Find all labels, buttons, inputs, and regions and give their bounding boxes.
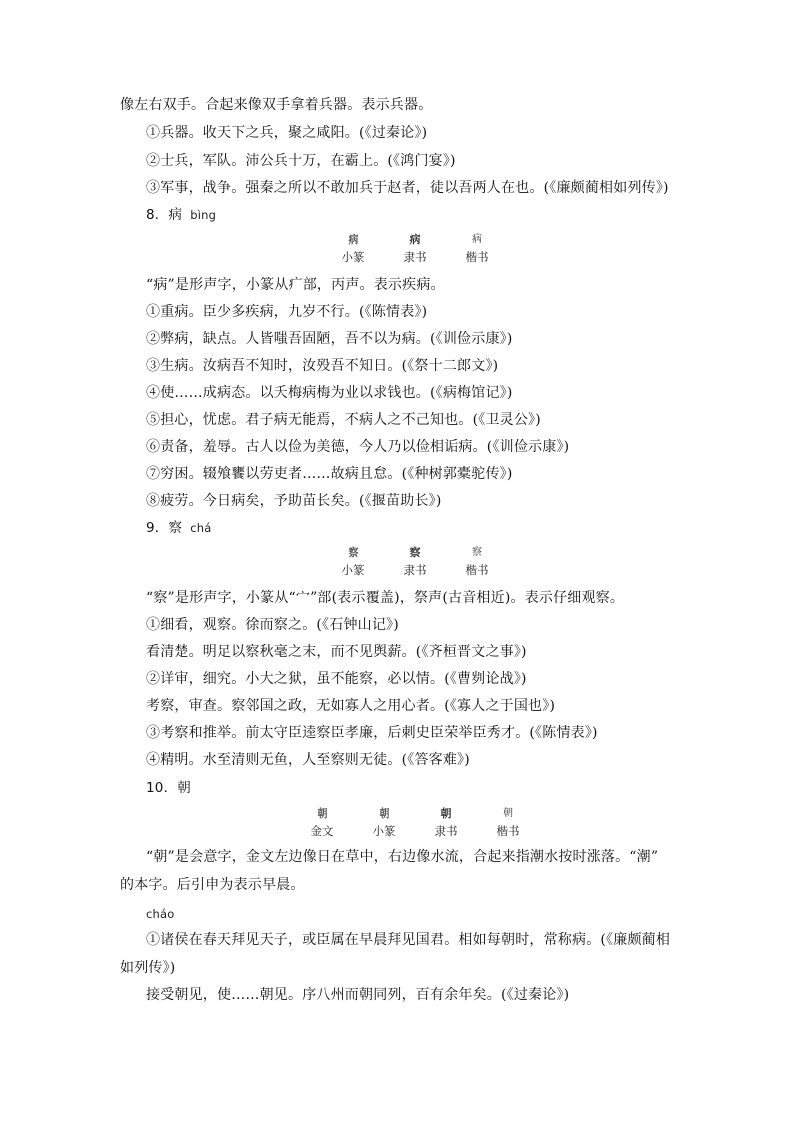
script-label: 隶书 xyxy=(403,563,427,577)
text-line: 考察，审查。察邻国之政，无如寡人之用心者。(《寡人之于国也》) xyxy=(146,698,556,714)
character-glyph: 病 xyxy=(348,233,358,246)
heading-label: 9．察 xyxy=(146,520,183,536)
script-label: 小篆 xyxy=(372,824,396,838)
section-heading xyxy=(146,206,216,224)
script-forms-figure xyxy=(322,232,508,264)
section-heading xyxy=(146,905,175,923)
character-glyph: 察 xyxy=(348,546,358,559)
text-line: ⑧疲劳。今日病矣，予助苗长矣。(《揠苗助长》) xyxy=(146,493,442,509)
character-glyph: 察 xyxy=(409,546,421,559)
text-line: ④使……成病态。以夭梅病梅为业以求钱也。(《病梅馆记》) xyxy=(146,385,513,401)
section-heading xyxy=(146,519,211,537)
script-form xyxy=(477,806,539,838)
text-line: ③军事，战争。强秦之所以不敢加兵于赵者，徒以吾两人在也。(《廉颇蔺相如列传》) xyxy=(146,180,669,196)
text-line: ⑦穷困。辍飧饔以劳吏者……故病且怠。(《种树郭橐驼传》) xyxy=(146,466,513,482)
text-line: ①兵器。收天下之兵，聚之咸阳。(《过秦论》) xyxy=(146,125,428,141)
script-form xyxy=(384,545,446,577)
script-label: 隶书 xyxy=(403,250,427,264)
character-glyph: 察 xyxy=(472,547,482,558)
character-glyph: 朝 xyxy=(440,807,452,820)
text-line: ③考察和推举。前太守臣逵察臣孝廉，后刺史臣荣举臣秀才。(《陈情表》) xyxy=(146,725,598,741)
text-line: 看清楚。明足以察秋毫之末，而不见舆薪。(《齐桓晋文之事》) xyxy=(146,644,527,660)
text-line: ②详审，细究。小大之狱，虽不能察，必以情。(《曹刿论战》) xyxy=(146,671,527,687)
text-line: ①细看，观察。徐而察之。(《石钟山记》) xyxy=(146,617,399,633)
text-line: “朝”是会意字，金文左边像日在草中，右边像水流，合起来指潮水按时涨落。“潮” xyxy=(146,849,659,865)
script-form xyxy=(384,232,446,264)
script-forms-figure xyxy=(322,545,508,577)
script-label: 小篆 xyxy=(341,250,365,264)
text-line: ①诸侯在春天拜见天子，或臣属在早晨拜见国君。相如每朝时，常称病。(《廉颇蔺相 xyxy=(146,932,671,948)
script-label: 楷书 xyxy=(496,824,520,838)
script-label: 金文 xyxy=(310,824,334,838)
script-label: 小篆 xyxy=(341,563,365,577)
script-forms-figure xyxy=(291,806,539,838)
script-form xyxy=(291,806,353,838)
heading-label: 10．朝 xyxy=(146,780,191,796)
heading-pinyin: bìng xyxy=(190,208,217,222)
script-form xyxy=(446,232,508,264)
character-glyph: 朝 xyxy=(379,807,389,820)
text-line: ⑤担心，忧虑。君子病无能焉，不病人之不己知也。(《卫灵公》) xyxy=(146,412,541,428)
script-form xyxy=(353,806,415,838)
script-label: 楷书 xyxy=(465,250,489,264)
script-form xyxy=(322,545,384,577)
text-line: “病”是形声字，小篆从疒部，丙声。表示疾病。 xyxy=(146,277,445,293)
script-form xyxy=(415,806,477,838)
text-line: ①重病。臣少多疾病，九岁不行。(《陈情表》) xyxy=(146,304,428,320)
character-glyph: 病 xyxy=(472,234,482,245)
text-line: ③生病。汝病吾不知时，汝殁吾不知日。(《祭十二郎文》) xyxy=(146,358,499,374)
text-line: ②弊病，缺点。人皆嗤吾固陋，吾不以为病。(《训俭示康》) xyxy=(146,331,513,347)
text-line: ②士兵，军队。沛公兵十万，在霸上。(《鸿门宴》) xyxy=(146,153,456,169)
text-line: 像左右双手。合起来像双手拿着兵器。表示兵器。 xyxy=(120,97,433,113)
character-glyph: 朝 xyxy=(503,808,513,819)
text-line: ④精明。水至清则无鱼，人至察则无徒。(《答客难》) xyxy=(146,752,470,768)
script-label: 楷书 xyxy=(465,563,489,577)
heading-pinyin: chá xyxy=(190,521,212,535)
text-line: 的本字。后引申为表示早晨。 xyxy=(120,877,305,893)
text-line: 如列传》) xyxy=(120,960,176,976)
character-glyph: 病 xyxy=(409,233,421,246)
script-form xyxy=(322,232,384,264)
section-heading xyxy=(146,779,191,797)
text-line: 接受朝见，使……朝见。序八州而朝同列，百有余年矣。(《过秦论》) xyxy=(146,987,570,1003)
text-line: ⑥责备，羞辱。古人以俭为美德，今人乃以俭相诟病。(《训俭示康》) xyxy=(146,439,570,455)
character-glyph: 朝 xyxy=(317,807,327,820)
heading-label: 8．病 xyxy=(146,207,183,223)
text-line: “察”是形声字，小篆从“宀”部(表示覆盖)，祭声(古音相近)。表示仔细观察。 xyxy=(146,590,625,606)
script-label: 隶书 xyxy=(434,824,458,838)
heading-pinyin: cháo xyxy=(146,907,175,921)
script-form xyxy=(446,545,508,577)
